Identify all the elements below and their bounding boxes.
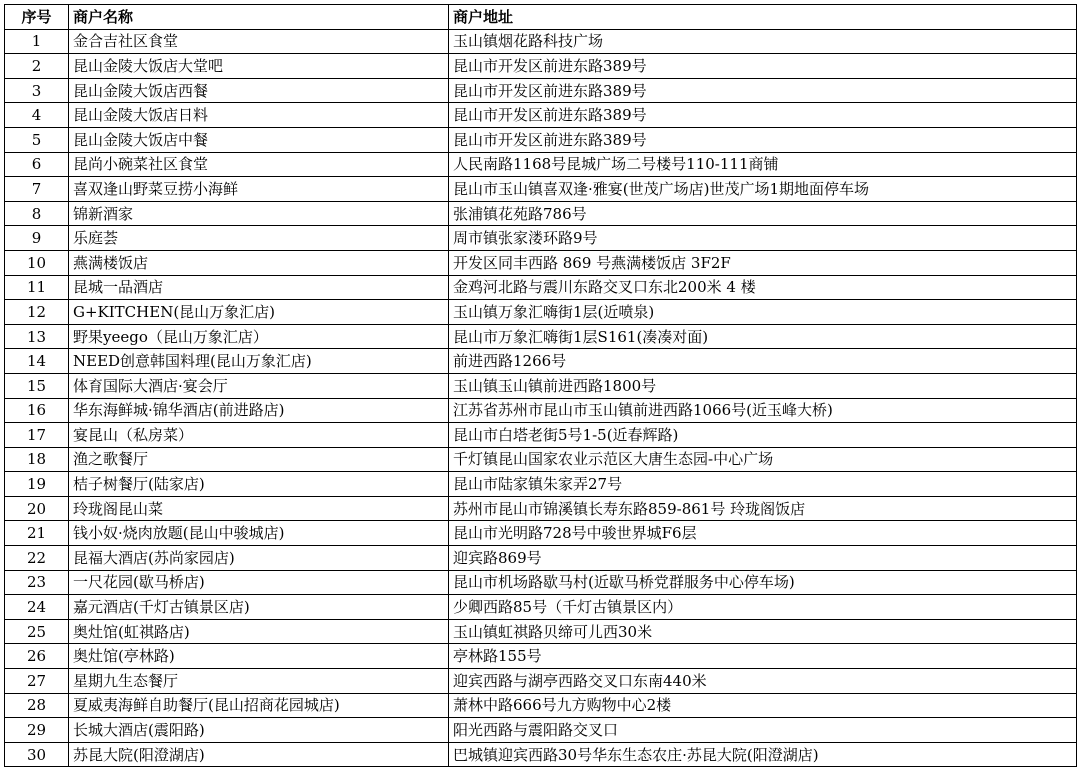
merchant-address: 开发区同丰西路 869 号燕满楼饭店 3F2F	[449, 250, 1077, 275]
row-index: 30	[5, 742, 69, 767]
table-row	[5, 521, 1077, 546]
row-index: 15	[5, 373, 69, 398]
merchant-address: 张浦镇花苑路786号	[449, 201, 1077, 226]
merchant-address: 少卿西路85号（千灯古镇景区内）	[449, 595, 1077, 620]
merchant-address: 亭林路155号	[449, 644, 1077, 669]
merchant-name: 昆山金陵大饭店西餐	[69, 78, 449, 103]
merchant-name: 昆山金陵大饭店大堂吧	[69, 54, 449, 79]
row-index: 18	[5, 447, 69, 472]
merchant-address: 昆山市开发区前进东路389号	[449, 54, 1077, 79]
merchant-name: G+KITCHEN(昆山万象汇店)	[69, 300, 449, 325]
merchant-address: 人民南路1168号昆城广场二号楼号110-111商铺	[449, 152, 1077, 177]
table-row	[5, 423, 1077, 448]
row-index: 28	[5, 693, 69, 718]
table-row	[5, 570, 1077, 595]
row-index: 6	[5, 152, 69, 177]
table-row	[5, 324, 1077, 349]
row-index: 11	[5, 275, 69, 300]
merchant-name: 昆城一品酒店	[69, 275, 449, 300]
merchant-address: 迎宾西路与湖亭西路交叉口东南440米	[449, 669, 1077, 694]
row-index: 16	[5, 398, 69, 423]
table-row	[5, 496, 1077, 521]
row-index: 2	[5, 54, 69, 79]
row-index: 9	[5, 226, 69, 251]
table-row	[5, 447, 1077, 472]
merchant-address: 昆山市机场路歇马村(近歇马桥党群服务中心停车场)	[449, 570, 1077, 595]
merchant-name: 野果yeego（昆山万象汇店）	[69, 324, 449, 349]
row-index: 3	[5, 78, 69, 103]
table-row	[5, 300, 1077, 325]
merchant-name: 昆尚小碗菜社区食堂	[69, 152, 449, 177]
merchant-name: 钱小奴·烧肉放题(昆山中骏城店)	[69, 521, 449, 546]
merchant-address: 巴城镇迎宾西路30号华东生态农庄·苏昆大院(阳澄湖店)	[449, 742, 1077, 767]
merchant-name: 嘉元酒店(千灯古镇景区店)	[69, 595, 449, 620]
table-header-row	[5, 5, 1077, 30]
table-row	[5, 398, 1077, 423]
table-row	[5, 619, 1077, 644]
table-row	[5, 250, 1077, 275]
table-body	[5, 29, 1077, 767]
table-row	[5, 373, 1077, 398]
merchant-name: 昆福大酒店(苏尚家园店)	[69, 546, 449, 571]
table-row	[5, 29, 1077, 54]
table-row	[5, 177, 1077, 202]
table-row	[5, 103, 1077, 128]
merchant-address: 萧林中路666号九方购物中心2楼	[449, 693, 1077, 718]
row-index: 12	[5, 300, 69, 325]
merchant-name: 体育国际大酒店·宴会厅	[69, 373, 449, 398]
merchant-name: 桔子树餐厅(陆家店)	[69, 472, 449, 497]
merchant-name: 一尺花园(歇马桥店)	[69, 570, 449, 595]
merchant-name: 金合吉社区食堂	[69, 29, 449, 54]
merchant-address: 昆山市开发区前进东路389号	[449, 127, 1077, 152]
table-row	[5, 275, 1077, 300]
row-index: 1	[5, 29, 69, 54]
merchant-name: 喜双逢山野菜豆捞小海鲜	[69, 177, 449, 202]
merchant-address: 玉山镇虹祺路贝缔可儿西30米	[449, 619, 1077, 644]
row-index: 23	[5, 570, 69, 595]
table-row	[5, 152, 1077, 177]
merchant-table	[4, 4, 1077, 767]
table-row	[5, 127, 1077, 152]
merchant-address: 昆山市开发区前进东路389号	[449, 78, 1077, 103]
row-index: 7	[5, 177, 69, 202]
row-index: 29	[5, 718, 69, 743]
merchant-name: 奥灶馆(虹祺路店)	[69, 619, 449, 644]
merchant-name: 华东海鲜城·锦华酒店(前进路店)	[69, 398, 449, 423]
merchant-name: 昆山金陵大饭店日料	[69, 103, 449, 128]
merchant-name: 苏昆大院(阳澄湖店)	[69, 742, 449, 767]
merchant-name: 星期九生态餐厅	[69, 669, 449, 694]
row-index: 26	[5, 644, 69, 669]
merchant-address: 金鸡河北路与震川东路交叉口东北200米 4 楼	[449, 275, 1077, 300]
row-index: 10	[5, 250, 69, 275]
row-index: 25	[5, 619, 69, 644]
table-row	[5, 472, 1077, 497]
row-index: 20	[5, 496, 69, 521]
merchant-address: 昆山市陆家镇朱家弄27号	[449, 472, 1077, 497]
merchant-name: 乐庭荟	[69, 226, 449, 251]
merchant-address: 玉山镇万象汇嗨街1层(近喷泉)	[449, 300, 1077, 325]
merchant-name: 夏威夷海鲜自助餐厅(昆山招商花园城店)	[69, 693, 449, 718]
merchant-address: 阳光西路与震阳路交叉口	[449, 718, 1077, 743]
table-row	[5, 595, 1077, 620]
merchant-address: 前进西路1266号	[449, 349, 1077, 374]
merchant-name: 锦新酒家	[69, 201, 449, 226]
row-index: 17	[5, 423, 69, 448]
table-row	[5, 644, 1077, 669]
row-index: 21	[5, 521, 69, 546]
table-row	[5, 226, 1077, 251]
row-index: 24	[5, 595, 69, 620]
row-index: 27	[5, 669, 69, 694]
merchant-address: 昆山市开发区前进东路389号	[449, 103, 1077, 128]
table-row	[5, 669, 1077, 694]
table-row	[5, 54, 1077, 79]
merchant-address: 昆山市白塔老街5号1-5(近春辉路)	[449, 423, 1077, 448]
merchant-address: 周市镇张家溇环路9号	[449, 226, 1077, 251]
merchant-address: 苏州市昆山市锦溪镇长寿东路859-861号 玲珑阁饭店	[449, 496, 1077, 521]
merchant-name: 燕满楼饭店	[69, 250, 449, 275]
table-row	[5, 693, 1077, 718]
row-index: 13	[5, 324, 69, 349]
merchant-name: 昆山金陵大饭店中餐	[69, 127, 449, 152]
row-index: 22	[5, 546, 69, 571]
row-index: 4	[5, 103, 69, 128]
table-row	[5, 78, 1077, 103]
table-row	[5, 546, 1077, 571]
header-merchant-name: 商户名称	[69, 5, 449, 30]
row-index: 8	[5, 201, 69, 226]
merchant-address: 千灯镇昆山国家农业示范区大唐生态园-中心广场	[449, 447, 1077, 472]
table-row	[5, 742, 1077, 767]
merchant-address: 迎宾路869号	[449, 546, 1077, 571]
row-index: 19	[5, 472, 69, 497]
merchant-address: 江苏省苏州市昆山市玉山镇前进西路1066号(近玉峰大桥)	[449, 398, 1077, 423]
merchant-name: 长城大酒店(震阳路)	[69, 718, 449, 743]
merchant-name: 渔之歌餐厅	[69, 447, 449, 472]
merchant-address: 昆山市万象汇嗨街1层S161(凑凑对面)	[449, 324, 1077, 349]
merchant-name: NEED创意韩国料理(昆山万象汇店)	[69, 349, 449, 374]
merchant-name: 宴昆山（私房菜）	[69, 423, 449, 448]
table-row	[5, 349, 1077, 374]
merchant-address: 昆山市玉山镇喜双逢·雅宴(世茂广场店)世茂广场1期地面停车场	[449, 177, 1077, 202]
merchant-name: 玲珑阁昆山菜	[69, 496, 449, 521]
merchant-name: 奥灶馆(亭林路)	[69, 644, 449, 669]
merchant-address: 昆山市光明路728号中骏世界城F6层	[449, 521, 1077, 546]
table-row	[5, 718, 1077, 743]
merchant-address: 玉山镇烟花路科技广场	[449, 29, 1077, 54]
row-index: 14	[5, 349, 69, 374]
table-row	[5, 201, 1077, 226]
row-index: 5	[5, 127, 69, 152]
header-index: 序号	[5, 5, 69, 30]
header-merchant-address: 商户地址	[449, 5, 1077, 30]
merchant-address: 玉山镇玉山镇前进西路1800号	[449, 373, 1077, 398]
